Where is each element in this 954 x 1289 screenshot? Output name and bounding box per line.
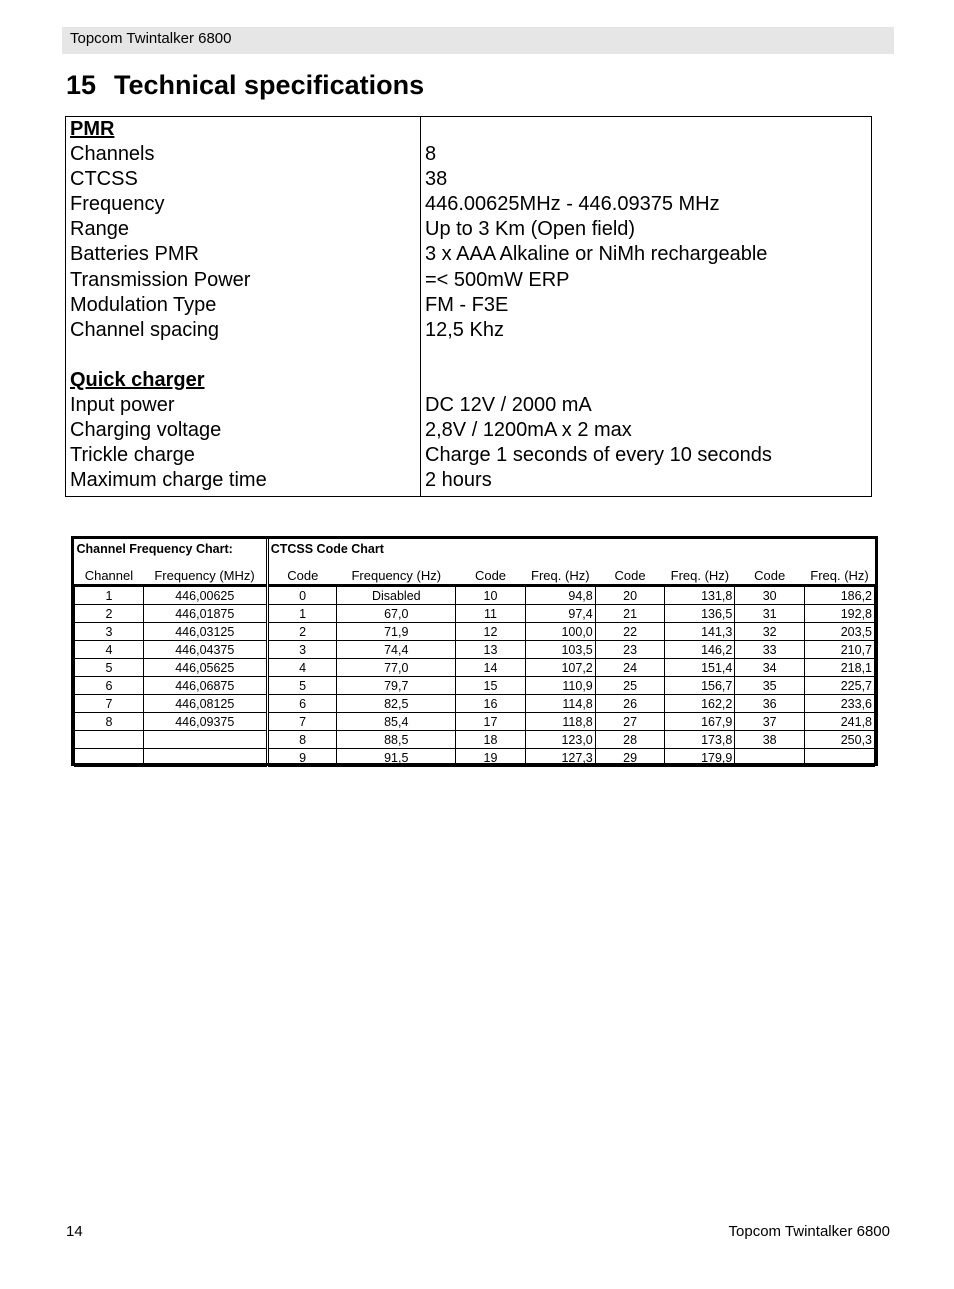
column-header: Channel (75, 561, 144, 586)
table-cell: 7 (267, 713, 337, 731)
table-cell: 85,4 (337, 713, 456, 731)
table-cell: 146,2 (665, 641, 735, 659)
spec-label: Frequency (70, 193, 165, 216)
column-headers (75, 561, 875, 586)
table-cell: 118,8 (525, 713, 595, 731)
table-cell: 186,2 (805, 586, 875, 605)
table-cell: 100,0 (525, 623, 595, 641)
table-cell: 8 (267, 731, 337, 749)
table-cell: 11 (456, 605, 526, 623)
spacer (425, 117, 772, 142)
spec-value: Charge 1 seconds of every 10 seconds (425, 444, 772, 467)
table-row (75, 659, 875, 677)
table-cell: 67,0 (337, 605, 456, 623)
table-cell: 1 (75, 586, 144, 605)
channel-chart-title: Channel Frequency Chart: (75, 539, 268, 561)
table-cell: Disabled (337, 586, 456, 605)
table-cell: 151,4 (665, 659, 735, 677)
table-cell: 136,5 (665, 605, 735, 623)
table-row (75, 695, 875, 713)
table-cell: 4 (75, 641, 144, 659)
table-cell: 446,01875 (143, 605, 267, 623)
spec-value: 446.00625MHz - 446.09375 MHz (425, 193, 720, 216)
table-cell: 17 (456, 713, 526, 731)
table-cell: 77,0 (337, 659, 456, 677)
spec-label: Transmission Power (70, 268, 251, 291)
table-cell: 20 (595, 586, 665, 605)
charger-heading: Quick charger (70, 368, 205, 391)
table-cell: 35 (735, 677, 805, 695)
table-cell: 31 (735, 605, 805, 623)
spec-divider (420, 117, 421, 496)
table-row (75, 641, 875, 659)
page-number: 14 (66, 1223, 83, 1240)
table-row (75, 731, 875, 749)
table-row (75, 713, 875, 731)
table-cell: 13 (456, 641, 526, 659)
table-cell: 446,06875 (143, 677, 267, 695)
table-cell: 3 (75, 623, 144, 641)
table-cell: 33 (735, 641, 805, 659)
spec-value: 2 hours (425, 469, 492, 492)
table-cell: 4 (267, 659, 337, 677)
spec-value: =< 500mW ERP (425, 268, 570, 291)
table-cell: 15 (456, 677, 526, 695)
table-cell: 18 (456, 731, 526, 749)
table-cell: 103,5 (525, 641, 595, 659)
column-header: Freq. (Hz) (805, 561, 875, 586)
table-cell: 91,5 (337, 749, 456, 767)
table-cell: 27 (595, 713, 665, 731)
table-cell: 131,8 (665, 586, 735, 605)
table-row (75, 605, 875, 623)
table-cell: 7 (75, 695, 144, 713)
spec-label: Batteries PMR (70, 243, 199, 266)
table-cell: 446,09375 (143, 713, 267, 731)
section-number: 15 (66, 70, 97, 100)
table-cell: 38 (735, 731, 805, 749)
table-cell: 5 (75, 659, 144, 677)
table-cell: 5 (267, 677, 337, 695)
spec-label: Channels (70, 143, 155, 166)
frequency-table-body (75, 586, 875, 767)
spec-label: Channel spacing (70, 318, 219, 341)
spec-value: 3 x AAA Alkaline or NiMh rechargeable (425, 243, 768, 266)
table-cell: 156,7 (665, 677, 735, 695)
table-cell: 26 (595, 695, 665, 713)
table-cell: 28 (595, 731, 665, 749)
table-cell: 127,3 (525, 749, 595, 767)
table-cell: 218,1 (805, 659, 875, 677)
table-cell: 162,2 (665, 695, 735, 713)
table-cell (143, 749, 267, 767)
spec-values (425, 117, 772, 493)
table-cell: 241,8 (805, 713, 875, 731)
spec-value: DC 12V / 2000 mA (425, 394, 592, 417)
table-cell: 24 (595, 659, 665, 677)
spec-label: Range (70, 218, 129, 241)
table-cell: 22 (595, 623, 665, 641)
table-cell: 123,0 (525, 731, 595, 749)
table-row (75, 586, 875, 605)
ctcss-chart-title: CTCSS Code Chart (270, 542, 384, 556)
spec-table (65, 116, 872, 497)
spec-label: Charging voltage (70, 419, 222, 442)
table-cell: 110,9 (525, 677, 595, 695)
table-cell (805, 749, 875, 767)
table-cell: 233,6 (805, 695, 875, 713)
frequency-chart (71, 536, 878, 766)
table-cell: 97,4 (525, 605, 595, 623)
table-cell: 3 (267, 641, 337, 659)
frequency-table (74, 539, 875, 767)
table-cell: 179,9 (665, 749, 735, 767)
column-header: Code (267, 561, 337, 586)
table-cell: 6 (267, 695, 337, 713)
table-cell: 2 (75, 605, 144, 623)
table-cell: 30 (735, 586, 805, 605)
table-cell: 9 (267, 749, 337, 767)
table-cell: 114,8 (525, 695, 595, 713)
table-cell: 36 (735, 695, 805, 713)
table-cell: 225,7 (805, 677, 875, 695)
table-cell: 12 (456, 623, 526, 641)
section-title: Technical specifications (114, 70, 425, 100)
table-cell: 23 (595, 641, 665, 659)
spec-label: Maximum charge time (70, 469, 267, 492)
table-cell: 2 (267, 623, 337, 641)
table-cell: 107,2 (525, 659, 595, 677)
table-cell: 10 (456, 586, 526, 605)
table-cell: 141,3 (665, 623, 735, 641)
table-cell: 16 (456, 695, 526, 713)
column-header: Code (735, 561, 805, 586)
spacer (70, 343, 267, 368)
running-header: Topcom Twintalker 6800 (62, 27, 894, 54)
table-cell: 21 (595, 605, 665, 623)
table-cell (75, 749, 144, 767)
table-row (75, 623, 875, 641)
table-cell: 0 (267, 586, 337, 605)
table-cell: 8 (75, 713, 144, 731)
column-header: Freq. (Hz) (525, 561, 595, 586)
table-cell: 74,4 (337, 641, 456, 659)
table-cell: 1 (267, 605, 337, 623)
table-cell (75, 731, 144, 749)
table-cell: 446,03125 (143, 623, 267, 641)
table-cell: 79,7 (337, 677, 456, 695)
column-header: Frequency (Hz) (337, 561, 456, 586)
table-cell: 71,9 (337, 623, 456, 641)
footer-product: Topcom Twintalker 6800 (728, 1223, 890, 1240)
spec-labels (70, 117, 267, 493)
table-cell: 34 (735, 659, 805, 677)
spec-value: FM - F3E (425, 293, 509, 316)
table-cell: 82,5 (337, 695, 456, 713)
spacer (425, 343, 772, 368)
table-cell: 167,9 (665, 713, 735, 731)
table-row (75, 749, 875, 767)
table-cell: 446,00625 (143, 586, 267, 605)
table-cell: 14 (456, 659, 526, 677)
spec-value: 2,8V / 1200mA x 2 max (425, 419, 632, 442)
table-cell: 446,05625 (143, 659, 267, 677)
column-header: Freq. (Hz) (665, 561, 735, 586)
spec-label: Trickle charge (70, 444, 195, 467)
spec-label: Modulation Type (70, 293, 217, 316)
spec-value: 12,5 Khz (425, 318, 504, 341)
column-header: Code (456, 561, 526, 586)
column-header: Code (595, 561, 665, 586)
table-cell: 32 (735, 623, 805, 641)
table-cell: 192,8 (805, 605, 875, 623)
spec-label: Input power (70, 394, 175, 417)
table-cell: 29 (595, 749, 665, 767)
table-row (75, 677, 875, 695)
table-cell (143, 731, 267, 749)
table-cell (735, 749, 805, 767)
table-cell: 6 (75, 677, 144, 695)
table-cell: 446,08125 (143, 695, 267, 713)
table-cell: 446,04375 (143, 641, 267, 659)
table-cell: 19 (456, 749, 526, 767)
table-cell: 173,8 (665, 731, 735, 749)
spec-value: 8 (425, 143, 437, 166)
spec-value: 38 (425, 168, 448, 191)
table-cell: 210,7 (805, 641, 875, 659)
pmr-heading: PMR (70, 118, 115, 140)
table-cell: 203,5 (805, 623, 875, 641)
spacer (425, 368, 772, 393)
table-cell: 250,3 (805, 731, 875, 749)
column-header: Frequency (MHz) (143, 561, 267, 586)
spec-label: CTCSS (70, 168, 138, 191)
table-cell: 94,8 (525, 586, 595, 605)
table-cell: 88,5 (337, 731, 456, 749)
spec-value: Up to 3 Km (Open field) (425, 218, 636, 241)
page-title (66, 70, 424, 101)
table-cell: 37 (735, 713, 805, 731)
table-cell: 25 (595, 677, 665, 695)
